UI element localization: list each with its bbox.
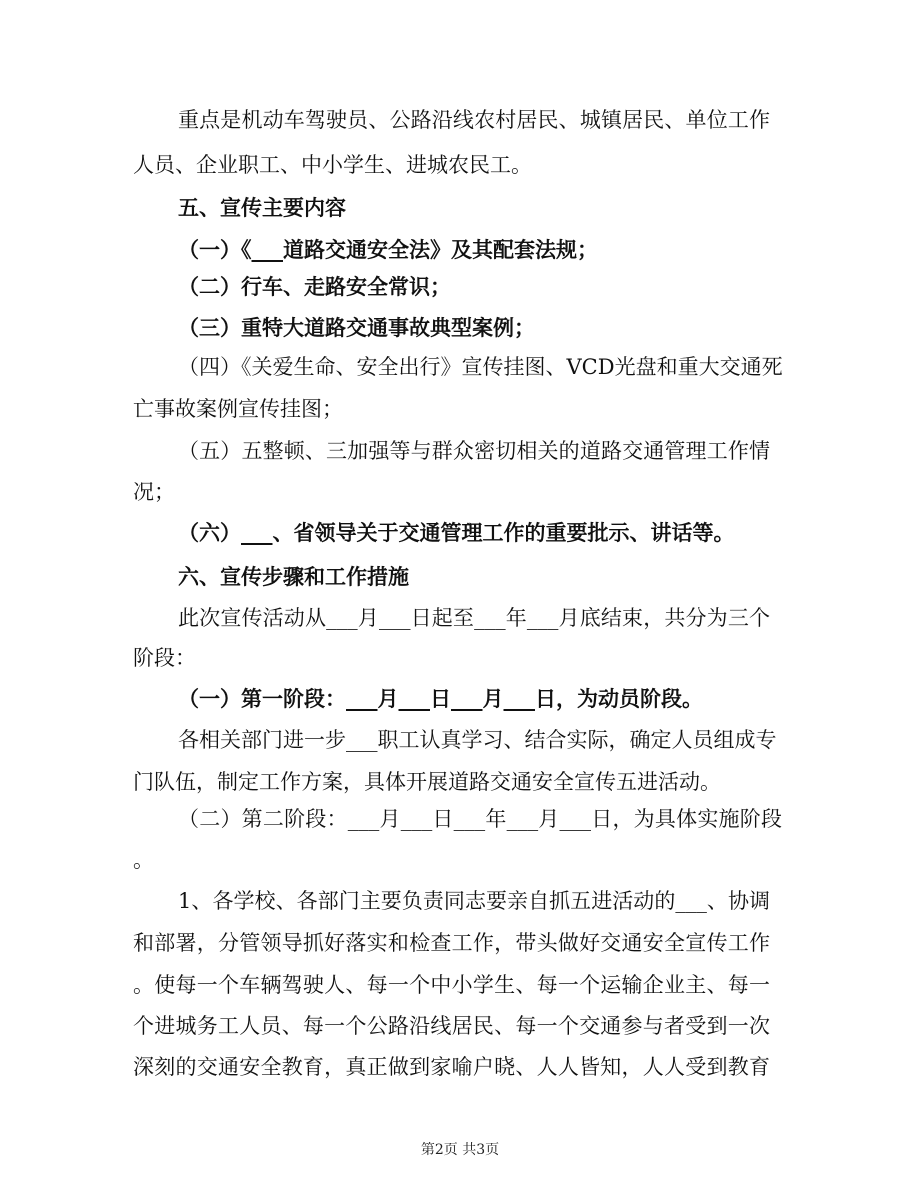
list-item: （三）重特大道路交通事故典型案例； — [178, 315, 535, 340]
list-item: （五）五整顿、三加强等与群众密切相关的道路交通管理工作情 — [178, 439, 770, 463]
list-item: （二）行车、走路安全常识； — [178, 274, 451, 299]
paragraph-line: 。 — [133, 848, 154, 872]
paragraph-line: 各相关部门进一步___职工认真学习、结合实际，确定人员组成专 — [178, 728, 777, 752]
list-item: （四）《关爱生命、安全出行》宣传挂图、VCD光盘和重大交通死 — [178, 355, 783, 379]
paragraph-line: 人员、企业职工、中小学生、进城农民工。 — [133, 153, 532, 177]
paragraph-line: 亡事故案例宣传挂图； — [133, 397, 343, 421]
paragraph-line: 个进城务工人员、每一个公路沿线居民、每一个交通参与者受到一次 — [133, 1014, 770, 1038]
page-number: 第2页 共3页 — [420, 1142, 500, 1158]
paragraph-line: 和部署，分管领导抓好落实和检查工作，带头做好交通安全宣传工作 — [133, 931, 770, 955]
section-heading: 五、宣传主要内容 — [178, 195, 346, 220]
paragraph-line: 阶段： — [133, 646, 196, 670]
paragraph-line: 。使每一个车辆驾驶人、每一个中小学生、每一个运输企业主、每一 — [133, 973, 770, 997]
paragraph-line: 深刻的交通安全教育，真正做到家喻户晓、人人皆知，人人受到教育 — [133, 1055, 770, 1079]
paragraph-line: 此次宣传活动从___月___日起至___年___月底结束，共分为三个 — [178, 606, 770, 630]
stage-heading: （一）第一阶段：___月___日___月___日，为动员阶段。 — [178, 686, 703, 711]
list-item: （一）《___道路交通安全法》及其配套法规； — [178, 237, 598, 262]
paragraph-line: 况； — [133, 480, 175, 504]
section-heading: 六、宣传步骤和工作措施 — [178, 564, 409, 589]
paragraph-line: 重点是机动车驾驶员、公路沿线农村居民、城镇居民、单位工作 — [178, 108, 770, 132]
paragraph-line: 门队伍，制定工作方案，具体开展道路交通安全宣传五进活动。 — [133, 770, 721, 794]
paragraph-line: 1、各学校、各部门主要负责同志要亲自抓五进活动的___、协调 — [178, 889, 770, 913]
stage-heading: （二）第二阶段：___月___日___年___月___日，为具体实施阶段 — [178, 807, 782, 831]
list-item: （六）___、省领导关于交通管理工作的重要批示、讲话等。 — [178, 520, 735, 545]
